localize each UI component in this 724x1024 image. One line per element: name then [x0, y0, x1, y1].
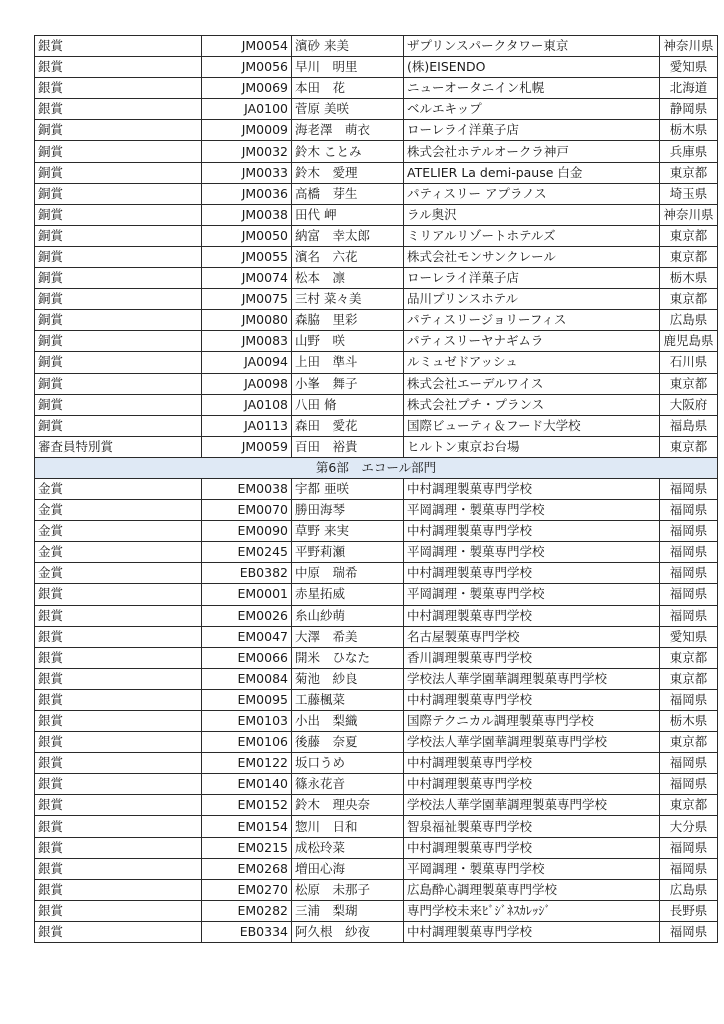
award-cell: 銅賞 [35, 289, 202, 310]
entry-id-cell: JM0032 [202, 141, 292, 162]
award-cell: 銀賞 [35, 837, 202, 858]
name-cell: 本田 花 [292, 78, 404, 99]
table-row [35, 478, 718, 499]
entry-id-cell: JA0113 [202, 415, 292, 436]
entry-id-cell: EM0001 [202, 584, 292, 605]
entry-id-cell: EM0090 [202, 521, 292, 542]
entry-id-cell: EM0154 [202, 816, 292, 837]
award-cell: 銅賞 [35, 373, 202, 394]
organization-cell: 中村調理製菓専門学校 [404, 921, 660, 942]
table-row [35, 605, 718, 626]
prefecture-cell: 東京都 [660, 289, 718, 310]
prefecture-cell: 兵庫県 [660, 141, 718, 162]
entry-id-cell: JM0069 [202, 78, 292, 99]
table-row [35, 542, 718, 563]
prefecture-cell: 東京都 [660, 668, 718, 689]
name-cell: 成松玲菜 [292, 837, 404, 858]
prefecture-cell: 広島県 [660, 879, 718, 900]
organization-cell: 智泉福祉製菓専門学校 [404, 816, 660, 837]
award-cell: 銅賞 [35, 331, 202, 352]
award-cell: 金賞 [35, 521, 202, 542]
organization-cell: 学校法人華学園華調理製菓専門学校 [404, 668, 660, 689]
name-cell: 鈴木 理央奈 [292, 795, 404, 816]
results-table-top-body [35, 36, 718, 458]
entry-id-cell: JM0038 [202, 204, 292, 225]
table-row [35, 78, 718, 99]
table-row [35, 394, 718, 415]
table-row [35, 668, 718, 689]
organization-cell: 平岡調理・製菓専門学校 [404, 584, 660, 605]
award-cell: 銀賞 [35, 57, 202, 78]
name-cell: 鈴木 ことみ [292, 141, 404, 162]
name-cell: 百田 裕貴 [292, 436, 404, 457]
organization-cell: 中村調理製菓専門学校 [404, 478, 660, 499]
table-row [35, 373, 718, 394]
organization-cell: 国際ビューティ＆フード大学校 [404, 415, 660, 436]
entry-id-cell: JM0056 [202, 57, 292, 78]
name-cell: 小出 梨織 [292, 711, 404, 732]
results-table-bottom-body [35, 478, 718, 942]
prefecture-cell: 東京都 [660, 162, 718, 183]
award-cell: 金賞 [35, 478, 202, 499]
award-cell: 銀賞 [35, 732, 202, 753]
award-cell: 銀賞 [35, 879, 202, 900]
entry-id-cell: JM0055 [202, 246, 292, 267]
entry-id-cell: JM0080 [202, 310, 292, 331]
entry-id-cell: JM0036 [202, 183, 292, 204]
organization-cell: ラル奥沢 [404, 204, 660, 225]
entry-id-cell: JM0054 [202, 36, 292, 57]
name-cell: 中原 瑞希 [292, 563, 404, 584]
prefecture-cell: 福岡県 [660, 478, 718, 499]
table-row [35, 289, 718, 310]
name-cell: 田代 岬 [292, 204, 404, 225]
name-cell: 菅原 美咲 [292, 99, 404, 120]
prefecture-cell: 長野県 [660, 900, 718, 921]
entry-id-cell: EM0215 [202, 837, 292, 858]
award-cell: 金賞 [35, 542, 202, 563]
table-row [35, 626, 718, 647]
organization-cell: ローレライ洋菓子店 [404, 120, 660, 141]
name-cell: 開米 ひなた [292, 647, 404, 668]
award-cell: 銅賞 [35, 246, 202, 267]
table-row [35, 753, 718, 774]
name-cell: 山野 咲 [292, 331, 404, 352]
entry-id-cell: JA0108 [202, 394, 292, 415]
award-cell: 銀賞 [35, 584, 202, 605]
table-row [35, 837, 718, 858]
award-cell: 銅賞 [35, 225, 202, 246]
name-cell: 濱名 六花 [292, 246, 404, 267]
table-row [35, 521, 718, 542]
section-header-row [35, 457, 718, 478]
entry-id-cell: EM0152 [202, 795, 292, 816]
name-cell: 篠永花音 [292, 774, 404, 795]
table-row [35, 57, 718, 78]
entry-id-cell: EM0270 [202, 879, 292, 900]
name-cell: 高橋 芽生 [292, 183, 404, 204]
entry-id-cell: JM0050 [202, 225, 292, 246]
prefecture-cell: 神奈川県 [660, 204, 718, 225]
name-cell: 勝田海琴 [292, 500, 404, 521]
award-cell: 銅賞 [35, 310, 202, 331]
organization-cell: 名古屋製菓専門学校 [404, 626, 660, 647]
award-cell: 銀賞 [35, 78, 202, 99]
prefecture-cell: 東京都 [660, 246, 718, 267]
table-row [35, 141, 718, 162]
award-cell: 銅賞 [35, 183, 202, 204]
entry-id-cell: EM0268 [202, 858, 292, 879]
organization-cell: 平岡調理・製菓専門学校 [404, 542, 660, 563]
name-cell: 宇都 亜咲 [292, 478, 404, 499]
table-row [35, 310, 718, 331]
prefecture-cell: 北海道 [660, 78, 718, 99]
prefecture-cell: 神奈川県 [660, 36, 718, 57]
prefecture-cell: 福岡県 [660, 521, 718, 542]
table-row [35, 795, 718, 816]
organization-cell: 広島酔心調理製菓専門学校 [404, 879, 660, 900]
results-table [34, 35, 718, 943]
prefecture-cell: 栃木県 [660, 711, 718, 732]
award-cell: 銀賞 [35, 689, 202, 710]
table-row [35, 225, 718, 246]
organization-cell: 中村調理製菓専門学校 [404, 689, 660, 710]
table-row [35, 689, 718, 710]
name-cell: 糸山紗萌 [292, 605, 404, 626]
prefecture-cell: 栃木県 [660, 268, 718, 289]
prefecture-cell: 福岡県 [660, 689, 718, 710]
award-cell: 審査員特別賞 [35, 436, 202, 457]
prefecture-cell: 福岡県 [660, 837, 718, 858]
name-cell: 後藤 奈夏 [292, 732, 404, 753]
table-row [35, 436, 718, 457]
prefecture-cell: 静岡県 [660, 99, 718, 120]
table-row [35, 183, 718, 204]
prefecture-cell: 福岡県 [660, 753, 718, 774]
name-cell: 三浦 梨瑚 [292, 900, 404, 921]
name-cell: 松本 凛 [292, 268, 404, 289]
organization-cell: 株式会社モンサンクレール [404, 246, 660, 267]
name-cell: 松原 未那子 [292, 879, 404, 900]
organization-cell: 専門学校未来ﾋﾞｼﾞﾈｽｶﾚｯｼﾞ [404, 900, 660, 921]
prefecture-cell: 石川県 [660, 352, 718, 373]
prefecture-cell: 東京都 [660, 795, 718, 816]
organization-cell: 学校法人華学園華調理製菓専門学校 [404, 795, 660, 816]
organization-cell: ATELIER La demi-pause 白金 [404, 162, 660, 183]
award-cell: 銅賞 [35, 415, 202, 436]
award-cell: 銀賞 [35, 668, 202, 689]
organization-cell: ローレライ洋菓子店 [404, 268, 660, 289]
prefecture-cell: 鹿児島県 [660, 331, 718, 352]
table-row [35, 268, 718, 289]
organization-cell: 国際テクニカル調理製菓専門学校 [404, 711, 660, 732]
entry-id-cell: JA0098 [202, 373, 292, 394]
organization-cell: パティスリー アプラノス [404, 183, 660, 204]
entry-id-cell: JM0033 [202, 162, 292, 183]
entry-id-cell: EM0106 [202, 732, 292, 753]
entry-id-cell: EB0382 [202, 563, 292, 584]
prefecture-cell: 福岡県 [660, 774, 718, 795]
name-cell: 工藤楓菜 [292, 689, 404, 710]
entry-id-cell: EM0047 [202, 626, 292, 647]
name-cell: 早川 明里 [292, 57, 404, 78]
award-cell: 銀賞 [35, 647, 202, 668]
organization-cell: ルミュゼドアッシュ [404, 352, 660, 373]
organization-cell: 中村調理製菓専門学校 [404, 753, 660, 774]
entry-id-cell: EB0334 [202, 921, 292, 942]
organization-cell: パティスリーヤナギムラ [404, 331, 660, 352]
table-row [35, 858, 718, 879]
table-row [35, 162, 718, 183]
entry-id-cell: EM0282 [202, 900, 292, 921]
organization-cell: ヒルトン東京お台場 [404, 436, 660, 457]
prefecture-cell: 福島県 [660, 415, 718, 436]
organization-cell: パティスリージョリーフィス [404, 310, 660, 331]
prefecture-cell: 東京都 [660, 732, 718, 753]
name-cell: 平野莉瀬 [292, 542, 404, 563]
entry-id-cell: JM0075 [202, 289, 292, 310]
table-row [35, 900, 718, 921]
entry-id-cell: EM0026 [202, 605, 292, 626]
table-row [35, 563, 718, 584]
table-row [35, 120, 718, 141]
organization-cell: ニューオータニイン札幌 [404, 78, 660, 99]
entry-id-cell: EM0245 [202, 542, 292, 563]
name-cell: 納富 幸太郎 [292, 225, 404, 246]
award-cell: 銅賞 [35, 394, 202, 415]
award-cell: 銅賞 [35, 141, 202, 162]
name-cell: 赤星拓威 [292, 584, 404, 605]
organization-cell: ベルエキップ [404, 99, 660, 120]
prefecture-cell: 福岡県 [660, 858, 718, 879]
prefecture-cell: 大分県 [660, 816, 718, 837]
prefecture-cell: 広島県 [660, 310, 718, 331]
name-cell: 増田心海 [292, 858, 404, 879]
table-row [35, 879, 718, 900]
entry-id-cell: JM0059 [202, 436, 292, 457]
section-header-body [35, 457, 718, 478]
prefecture-cell: 埼玉県 [660, 183, 718, 204]
table-row [35, 204, 718, 225]
award-cell: 銀賞 [35, 605, 202, 626]
award-cell: 銀賞 [35, 795, 202, 816]
award-cell: 銀賞 [35, 900, 202, 921]
name-cell: 森脇 里彩 [292, 310, 404, 331]
organization-cell: 中村調理製菓専門学校 [404, 837, 660, 858]
entry-id-cell: JA0100 [202, 99, 292, 120]
prefecture-cell: 愛知県 [660, 626, 718, 647]
prefecture-cell: 東京都 [660, 647, 718, 668]
award-cell: 銅賞 [35, 268, 202, 289]
table-row [35, 774, 718, 795]
section-title: 第6部 エコール部門 [35, 457, 718, 478]
prefecture-cell: 福岡県 [660, 563, 718, 584]
entry-id-cell: EM0140 [202, 774, 292, 795]
prefecture-cell: 東京都 [660, 436, 718, 457]
name-cell: 上田 準斗 [292, 352, 404, 373]
prefecture-cell: 福岡県 [660, 500, 718, 521]
name-cell: 菊池 紗良 [292, 668, 404, 689]
name-cell: 小峯 舞子 [292, 373, 404, 394]
organization-cell: 品川プリンスホテル [404, 289, 660, 310]
award-cell: 銀賞 [35, 921, 202, 942]
table-row [35, 500, 718, 521]
organization-cell: 株式会社プチ・プランス [404, 394, 660, 415]
organization-cell: 香川調理製菓専門学校 [404, 647, 660, 668]
organization-cell: ザプリンスパークタワー東京 [404, 36, 660, 57]
table-row [35, 331, 718, 352]
organization-cell: 株式会社ホテルオークラ神戸 [404, 141, 660, 162]
organization-cell: 学校法人華学園華調理製菓専門学校 [404, 732, 660, 753]
name-cell: 八田 脩 [292, 394, 404, 415]
organization-cell: 平岡調理・製菓専門学校 [404, 858, 660, 879]
entry-id-cell: JM0074 [202, 268, 292, 289]
award-cell: 銀賞 [35, 36, 202, 57]
organization-cell: 中村調理製菓専門学校 [404, 605, 660, 626]
table-row [35, 246, 718, 267]
organization-cell: 平岡調理・製菓専門学校 [404, 500, 660, 521]
entry-id-cell: JM0009 [202, 120, 292, 141]
award-cell: 金賞 [35, 563, 202, 584]
name-cell: 草野 来実 [292, 521, 404, 542]
prefecture-cell: 福岡県 [660, 584, 718, 605]
award-cell: 銀賞 [35, 753, 202, 774]
entry-id-cell: EM0084 [202, 668, 292, 689]
name-cell: 坂口うめ [292, 753, 404, 774]
table-row [35, 732, 718, 753]
award-cell: 銅賞 [35, 162, 202, 183]
organization-cell: 中村調理製菓専門学校 [404, 774, 660, 795]
entry-id-cell: EM0095 [202, 689, 292, 710]
award-cell: 銀賞 [35, 711, 202, 732]
prefecture-cell: 栃木県 [660, 120, 718, 141]
name-cell: 森田 愛花 [292, 415, 404, 436]
entry-id-cell: EM0038 [202, 478, 292, 499]
award-cell: 銀賞 [35, 816, 202, 837]
entry-id-cell: EM0070 [202, 500, 292, 521]
table-row [35, 352, 718, 373]
award-cell: 銅賞 [35, 204, 202, 225]
entry-id-cell: JA0094 [202, 352, 292, 373]
name-cell: 大澤 希美 [292, 626, 404, 647]
award-cell: 銀賞 [35, 626, 202, 647]
name-cell: 鈴木 愛理 [292, 162, 404, 183]
organization-cell: 中村調理製菓専門学校 [404, 563, 660, 584]
organization-cell: (株)EISENDO [404, 57, 660, 78]
name-cell: 海老澤 萌衣 [292, 120, 404, 141]
name-cell: 阿久根 紗夜 [292, 921, 404, 942]
prefecture-cell: 福岡県 [660, 605, 718, 626]
prefecture-cell: 大阪府 [660, 394, 718, 415]
table-row [35, 647, 718, 668]
entry-id-cell: EM0103 [202, 711, 292, 732]
table-row [35, 921, 718, 942]
prefecture-cell: 東京都 [660, 225, 718, 246]
name-cell: 濱砂 来美 [292, 36, 404, 57]
prefecture-cell: 福岡県 [660, 921, 718, 942]
award-cell: 銅賞 [35, 352, 202, 373]
table-row [35, 711, 718, 732]
prefecture-cell: 福岡県 [660, 542, 718, 563]
name-cell: 三村 菜々美 [292, 289, 404, 310]
award-cell: 銀賞 [35, 858, 202, 879]
table-row [35, 36, 718, 57]
entry-id-cell: EM0066 [202, 647, 292, 668]
entry-id-cell: JM0083 [202, 331, 292, 352]
table-row [35, 99, 718, 120]
organization-cell: ミリアルリゾートホテルズ [404, 225, 660, 246]
prefecture-cell: 東京都 [660, 373, 718, 394]
table-row [35, 584, 718, 605]
award-cell: 銅賞 [35, 120, 202, 141]
award-cell: 銀賞 [35, 99, 202, 120]
table-row [35, 415, 718, 436]
table-row [35, 816, 718, 837]
organization-cell: 中村調理製菓専門学校 [404, 521, 660, 542]
prefecture-cell: 愛知県 [660, 57, 718, 78]
award-cell: 銀賞 [35, 774, 202, 795]
name-cell: 惣川 日和 [292, 816, 404, 837]
entry-id-cell: EM0122 [202, 753, 292, 774]
award-cell: 金賞 [35, 500, 202, 521]
organization-cell: 株式会社エーデルワイス [404, 373, 660, 394]
